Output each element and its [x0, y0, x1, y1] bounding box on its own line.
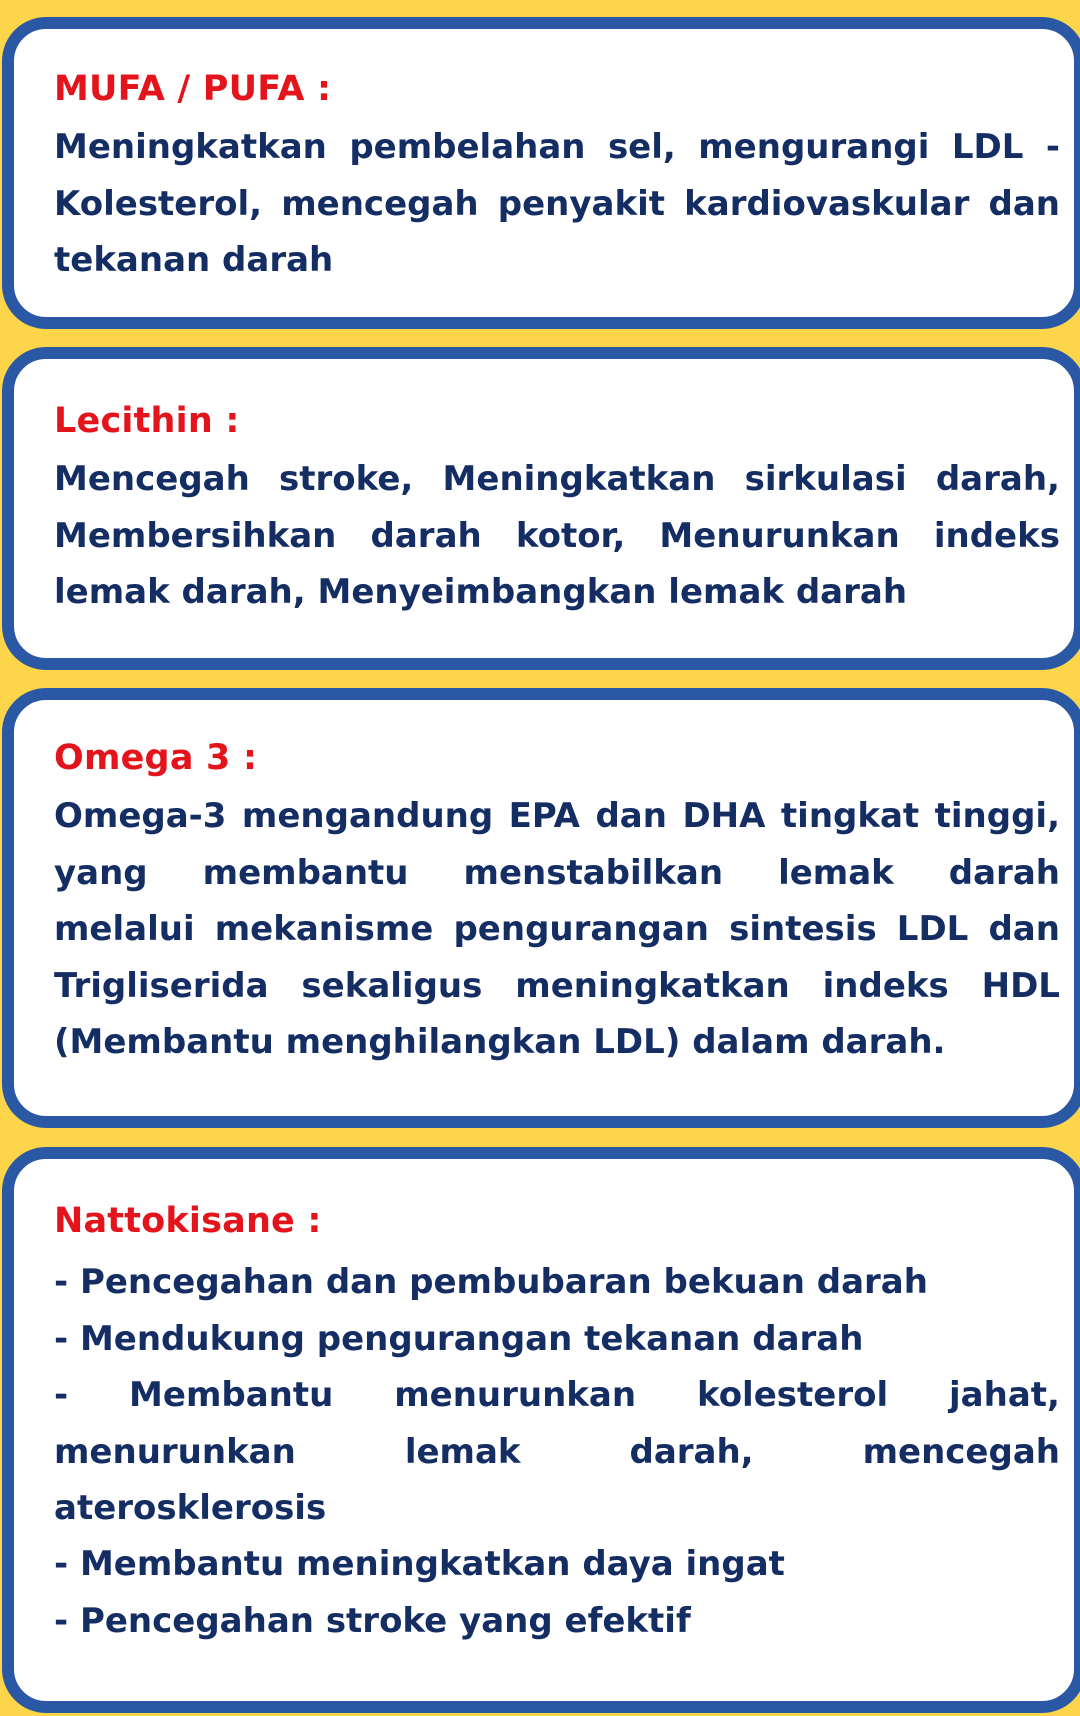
- word: LDL: [951, 127, 1024, 167]
- word: mencegah: [281, 184, 479, 224]
- word: menurunkan: [394, 1375, 637, 1415]
- word: kotor,: [515, 516, 626, 556]
- word: DHA: [682, 796, 766, 836]
- section-title: MUFA / PUFA :: [54, 69, 332, 109]
- word: Membersihkan: [54, 516, 337, 556]
- section-text-line: [54, 127, 1060, 167]
- justified-line: [54, 516, 1060, 556]
- section-list-item-continuation: aterosklerosis: [54, 1488, 327, 1528]
- section-list-item: - Mendukung pengurangan tekanan darah: [54, 1319, 864, 1359]
- word: Membantu: [129, 1375, 334, 1415]
- word: mengandung: [241, 796, 494, 836]
- section-title: Omega 3 :: [54, 738, 258, 778]
- word: Meningkatkan: [442, 459, 716, 499]
- word: melalui: [54, 909, 195, 949]
- word: tinggi,: [934, 796, 1060, 836]
- section-list-item: - Pencegahan stroke yang efektif: [54, 1601, 691, 1641]
- justified-line: [54, 459, 1060, 499]
- word: sirkulasi: [744, 459, 907, 499]
- justified-line: [54, 796, 1060, 836]
- justified-line: [54, 127, 1060, 167]
- section-text-line: [54, 516, 1060, 556]
- section-text-line: [54, 184, 1060, 224]
- word: Meningkatkan: [54, 127, 327, 167]
- section-title: Nattokisane :: [54, 1201, 322, 1241]
- word: mekanisme: [214, 909, 434, 949]
- word: menurunkan: [54, 1432, 296, 1472]
- justified-line: [54, 966, 1060, 1006]
- section-list-item: - Pencegahan dan pembubaran bekuan darah: [54, 1262, 928, 1302]
- word: kardiovaskular: [684, 184, 970, 224]
- word: kolesterol: [697, 1375, 889, 1415]
- word: pembelahan: [349, 127, 586, 167]
- justified-line: [54, 184, 1060, 224]
- word: darah: [948, 853, 1060, 893]
- section-text-line: tekanan darah: [54, 240, 334, 280]
- word: meningkatkan: [515, 966, 790, 1006]
- section-title: Lecithin :: [54, 401, 240, 441]
- word: HDL: [981, 966, 1060, 1006]
- word: jahat,: [949, 1375, 1060, 1415]
- section-text-line: [54, 853, 1060, 893]
- word: dan: [595, 796, 667, 836]
- section-card-nattokisane: [2, 1147, 1080, 1713]
- section-list-item: - Membantu meningkatkan daya ingat: [54, 1544, 785, 1584]
- word: dan: [988, 184, 1060, 224]
- word: indeks: [822, 966, 949, 1006]
- section-list-item-continuation: [54, 1432, 1060, 1472]
- section-text-line: lemak darah, Menyeimbangkan lemak darah: [54, 572, 908, 612]
- word: stroke,: [279, 459, 414, 499]
- word: lemak: [404, 1432, 521, 1472]
- justified-line: [54, 1432, 1060, 1472]
- word: yang: [54, 853, 148, 893]
- section-card-omega-3: [2, 688, 1080, 1128]
- word: lemak: [778, 853, 894, 893]
- word: darah,: [629, 1432, 754, 1472]
- word: mengurangi: [698, 127, 930, 167]
- section-card-mufa-pufa: [2, 17, 1080, 329]
- section-text-line: [54, 796, 1060, 836]
- word: EPA: [508, 796, 580, 836]
- word: tingkat: [780, 796, 920, 836]
- section-text-line: [54, 909, 1060, 949]
- word: penyakit: [497, 184, 665, 224]
- section-list-item: [54, 1375, 1060, 1415]
- justified-line: [54, 1375, 1060, 1415]
- word: LDL: [896, 909, 969, 949]
- word: mencegah: [862, 1432, 1060, 1472]
- word: Kolesterol,: [54, 184, 263, 224]
- section-card-lecithin: [2, 347, 1080, 670]
- word: -: [1045, 127, 1060, 167]
- word: Trigliserida: [54, 966, 269, 1006]
- word: darah: [370, 516, 482, 556]
- justified-line: [54, 909, 1060, 949]
- word: pengurangan: [453, 909, 710, 949]
- word: darah,: [935, 459, 1060, 499]
- section-text-line: [54, 966, 1060, 1006]
- word: dan: [988, 909, 1060, 949]
- word: Omega-3: [54, 796, 227, 836]
- word: sel,: [607, 127, 676, 167]
- word: sekaligus: [301, 966, 483, 1006]
- word: membantu: [202, 853, 409, 893]
- section-text-line: [54, 459, 1060, 499]
- word: -: [54, 1375, 69, 1415]
- word: menstabilkan: [463, 853, 724, 893]
- word: sintesis: [729, 909, 877, 949]
- section-text-line: (Membantu menghilangkan LDL) dalam darah.: [54, 1022, 946, 1062]
- word: Menurunkan: [659, 516, 900, 556]
- word: Mencegah: [54, 459, 250, 499]
- word: indeks: [933, 516, 1060, 556]
- justified-line: [54, 853, 1060, 893]
